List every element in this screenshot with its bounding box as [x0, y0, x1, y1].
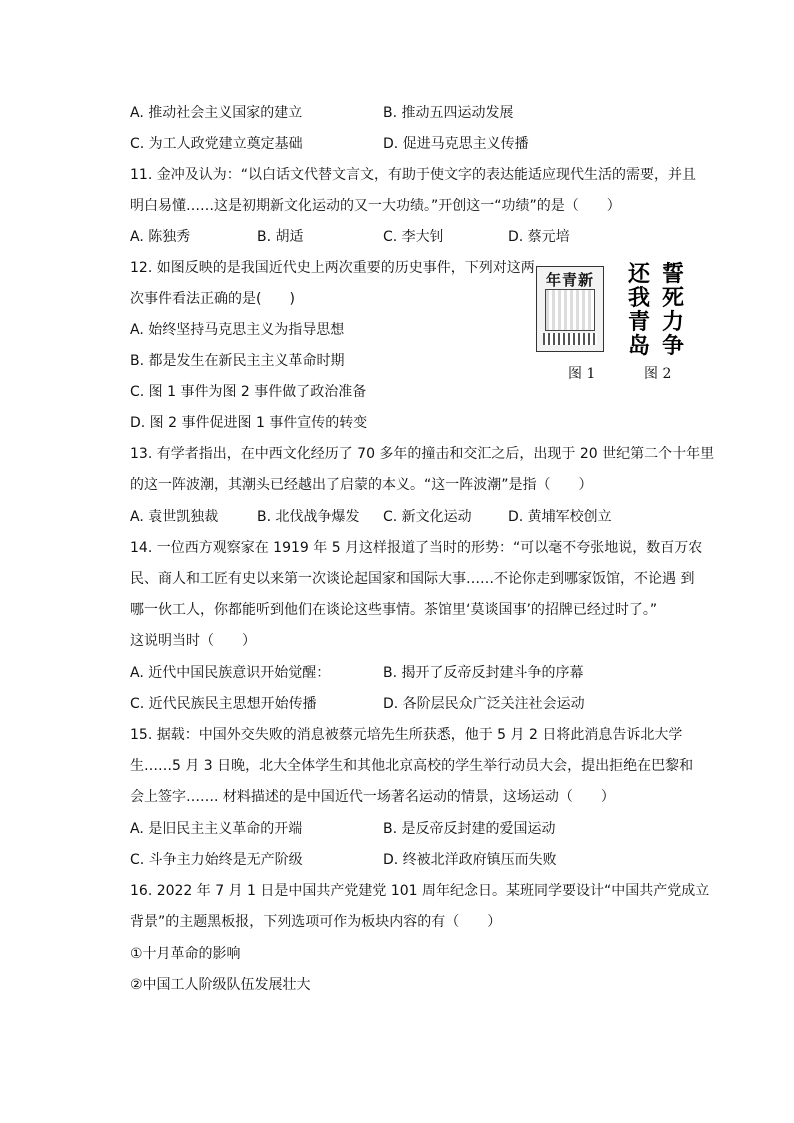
q10-option-d: D. 促进马克思主义传播: [383, 136, 529, 152]
q11-stem-line2: 明白易懂……这是初期新文化运动的又一大功绩。”开创这一“功绩”的是（ ）: [130, 198, 621, 214]
q11-option-b: B. 胡适: [257, 229, 304, 245]
q12-option-a: A. 始终坚持马克思主义为指导思想: [130, 322, 345, 338]
q10-option-a: A. 推动社会主义国家的建立: [130, 105, 303, 121]
q16-stem-line1: 16. 2022 年 7 月 1 日是中国共产党建党 101 周年纪念日。某班同学要设计“中国共产党成立: [130, 883, 710, 899]
figure-1-cover-illustration: [545, 289, 595, 331]
figure-1-cover-text: [543, 333, 597, 345]
q16-item-2: ②中国工人阶级队伍发展壮大: [130, 977, 311, 993]
q11-option-c: C. 李大钊: [383, 229, 444, 245]
q11-stem-line1: 11. 金冲及认为：“以白话文代替文言文，有助于使文字的表达能适应现代生活的需要，并且: [130, 167, 696, 183]
q12-option-c: C. 图 1 事件为图 2 事件做了政治准备: [130, 384, 367, 400]
figure-2-char: 青: [628, 309, 651, 335]
q13-option-a: A. 袁世凯独裁: [130, 509, 219, 525]
q14-stem-line2: 民、商人和工匠有史以来第一次谈论起国家和国际大事……不论你走到哪家饭馆，不论遇 到: [130, 571, 695, 587]
q16-stem-line2: 背景”的主题黑板报，下列选项可作为板块内容的有（ ）: [130, 914, 502, 930]
q14-option-b: B. 揭开了反帝反封建斗争的序幕: [383, 665, 584, 681]
figure-2-char: 岛: [628, 333, 651, 359]
figure-2-char: 还: [628, 261, 651, 287]
q12-option-b: B. 都是发生在新民主主义革命时期: [130, 353, 345, 369]
q14-option-c: C. 近代民族民主思想开始传播: [130, 696, 317, 712]
q15-option-a: A. 是旧民主主义革命的开端: [130, 821, 303, 837]
figure-2-char: 力: [662, 309, 685, 335]
figure-1-title: 年青新: [545, 271, 594, 289]
q13-option-d: D. 黄埔军校创立: [508, 509, 612, 525]
figure-2-caption: 图 2: [644, 366, 672, 382]
figure-2-char: 我: [628, 285, 651, 311]
q14-option-d: D. 各阶层民众广泛关注社会运动: [383, 696, 585, 712]
figure-2-char: 誓: [662, 261, 685, 287]
q15-option-c: C. 斗争主力始终是无产阶级: [130, 852, 303, 868]
q13-stem-line1: 13. 有学者指出，在中西文化经历了 70 多年的撞击和交汇之后，出现于 20 世纪第二个十年里: [130, 446, 715, 462]
q12-stem-line2: 次事件看法正确的是( ): [130, 291, 295, 307]
figure-1-caption: 图 1: [568, 366, 596, 382]
q10-option-c: C. 为工人政党建立奠定基础: [130, 136, 303, 152]
figure-1-masthead: [536, 266, 604, 352]
q14-stem-line4: 这说明当时（ ）: [130, 633, 256, 649]
q15-stem-line1: 15. 据载：中国外交失败的消息被蔡元培先生所获悉，他于 5 月 2 日将此消息告诉北大学: [130, 727, 683, 743]
q13-option-b: B. 北伐战争爆发: [257, 509, 360, 525]
q10-option-b: B. 推动五四运动发展: [383, 105, 514, 121]
figure-2-char: 死: [662, 285, 685, 311]
q13-option-c: C. 新文化运动: [383, 509, 472, 525]
q14-stem-line3: 哪一伙工人，你都能听到他们在谈论这些事情。茶馆里‘莫谈国事’的招牌已经过时了。”: [130, 602, 658, 618]
q11-option-a: A. 陈独秀: [130, 229, 191, 245]
q12-option-d: D. 图 2 事件促进图 1 事件宣传的转变: [130, 415, 368, 431]
q12-stem-line1: 12. 如图反映的是我国近代史上两次重要的历史事件，下列对这两: [130, 260, 535, 276]
q15-option-d: D. 终被北洋政府镇压而失败: [383, 852, 557, 868]
q15-stem-line2: 生……5 月 3 日晚，北大全体学生和其他北京高校的学生举行动员大会，提出拒绝在巴黎和: [130, 758, 694, 774]
q11-option-d: D. 蔡元培: [508, 229, 570, 245]
q14-stem-line1: 14. 一位西方观察家在 1919 年 5 月这样报道了当时的形势：“可以毫不夸张地说，数百万农: [130, 540, 703, 556]
q15-stem-line3: 会上签字……. 材料描述的是中国近代一场著名运动的情景，这场运动（ ）: [130, 789, 615, 805]
figure-2-slogan: [626, 260, 692, 359]
q15-option-b: B. 是反帝反封建的爱国运动: [383, 821, 556, 837]
q16-item-1: ①十月革命的影响: [130, 946, 241, 962]
q14-option-a: A. 近代中国民族意识开始觉醒：: [130, 665, 331, 681]
q13-stem-line2: 的这一阵波潮，其潮头已经越出了启蒙的本义。“这一阵波潮”是指（ ）: [130, 477, 593, 493]
figure-2-char: 争: [662, 333, 685, 359]
